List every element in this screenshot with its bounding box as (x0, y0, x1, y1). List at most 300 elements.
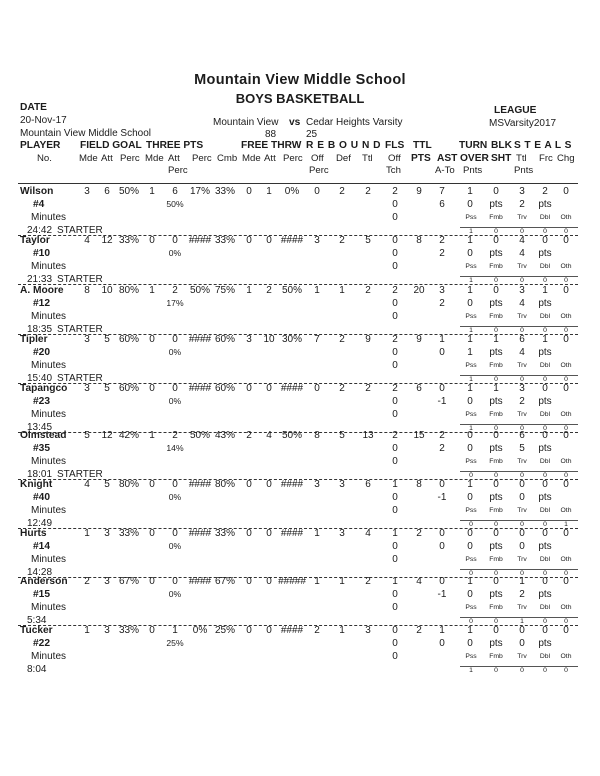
stat-reb-t: 6 (365, 479, 371, 490)
breakdown-value: 0 (564, 376, 568, 383)
stat-tp-a: 1 (172, 625, 178, 636)
player-name: Olmstead (20, 430, 67, 441)
breakdown-label-trv: Trv (517, 313, 527, 320)
stat-tp-a: 0 (172, 383, 178, 394)
away-score: 25 (306, 129, 318, 140)
stat-steal-points: 5 (519, 443, 525, 454)
stat-steal-points: 0 (519, 541, 525, 552)
stat-fls: 2 (392, 285, 398, 296)
breakdown-divider (460, 617, 578, 618)
breakdown-value: 0 (494, 570, 498, 577)
breakdown-label-trv: Trv (517, 604, 527, 611)
breakdown-label-fmb: Fmb (489, 653, 503, 660)
stat-reb-d: 1 (339, 576, 345, 587)
stat-st-c: 0 (563, 235, 569, 246)
stat-ast: 2 (439, 235, 445, 246)
col-assist-to: A-To (435, 165, 455, 176)
breakdown-value: 0 (543, 425, 547, 432)
stat-tp-a: 0 (172, 334, 178, 345)
breakdown-label-dbl: Dbl (539, 263, 551, 270)
pts-label: pts (538, 589, 552, 600)
breakdown-label-pss: Pss (465, 362, 477, 369)
breakdown-value: 0 (564, 425, 568, 432)
breakdown-value: 0 (543, 618, 547, 625)
minutes-label: Minutes (31, 409, 67, 420)
stat-ft-p: #### (280, 528, 304, 539)
breakdown-label-trv: Trv (517, 507, 527, 514)
breakdown-label-dbl: Dbl (539, 507, 551, 514)
stat-assist-to: 2 (439, 298, 445, 309)
stat-tp-p: 0% (192, 625, 208, 636)
stat-fg-p: 33% (118, 625, 139, 636)
stat-tp-m: 0 (149, 383, 155, 394)
breakdown-value: 0 (520, 472, 524, 479)
player-number: #10 (33, 248, 50, 259)
stat-ft-m: 0 (246, 383, 252, 394)
stat-to-points: 0 (467, 638, 473, 649)
breakdown-value: 0 (564, 618, 568, 625)
col-tp-made: Mde (145, 153, 164, 164)
stat-pts: 2 (416, 528, 422, 539)
stat-reb-t: 5 (365, 235, 371, 246)
stat-tp-a: 6 (172, 186, 178, 197)
stat-reb-o: 0 (314, 383, 320, 394)
breakdown-value: 0 (469, 472, 473, 479)
breakdown-label-oth: Oth (560, 507, 572, 514)
stat-fls: 0 (392, 235, 398, 246)
stat-st-c: 0 (563, 430, 569, 441)
col-over-pnts: Pnts (463, 165, 483, 176)
stat-to-points: 0 (467, 298, 473, 309)
stat-st-f: 1 (542, 334, 548, 345)
breakdown-label-dbl: Dbl (539, 214, 551, 221)
stat-fls-extra: 0 (392, 360, 398, 371)
player-number: #40 (33, 492, 50, 503)
breakdown-value: 0 (494, 618, 498, 625)
starter-label: STARTER (57, 373, 103, 384)
breakdown-value: 0 (520, 570, 524, 577)
stat-ft-p: 0% (284, 186, 300, 197)
league-label: LEAGUE (494, 105, 537, 116)
stat-fls: 2 (392, 383, 398, 394)
breakdown-label-dbl: Dbl (539, 556, 551, 563)
minutes-label: Minutes (31, 360, 67, 371)
stat-ast: 0 (439, 528, 445, 539)
stat-tp-att-perc: 17% (166, 298, 184, 308)
stat-fg-p: 33% (118, 235, 139, 246)
breakdown-label-dbl: Dbl (539, 362, 551, 369)
stat-ft-a: 1 (266, 186, 272, 197)
stat-tp-a: 2 (172, 285, 178, 296)
stat-to: 1 (467, 186, 473, 197)
stat-fg-m: 1 (84, 625, 90, 636)
player-number: #23 (33, 396, 50, 407)
player-number: #35 (33, 443, 50, 454)
stat-reb-o: 3 (314, 235, 320, 246)
pts-label: pts (538, 396, 552, 407)
stat-st-f: 0 (542, 383, 548, 394)
stat-fg-m: 4 (84, 235, 90, 246)
breakdown-value: 0 (543, 667, 547, 674)
player-number: #20 (33, 347, 50, 358)
breakdown-label-fmb: Fmb (489, 411, 503, 418)
breakdown-label-fmb: Fmb (489, 604, 503, 611)
breakdown-label-fmb: Fmb (489, 263, 503, 270)
stat-fls-extra: 0 (392, 456, 398, 467)
col-ft-made: Mde (242, 153, 261, 164)
stat-assist-to: 0 (439, 347, 445, 358)
stat-fls-tch: 0 (392, 443, 398, 454)
stat-fg-a: 5 (104, 479, 110, 490)
stat-reb-t: 13 (362, 430, 374, 441)
breakdown-value: 0 (520, 228, 524, 235)
stat-reb-t: 2 (365, 576, 371, 587)
stat-cmb: 60% (214, 383, 235, 394)
stat-steal-points: 2 (519, 199, 525, 210)
stat-reb-d: 2 (339, 383, 345, 394)
pts-label: pts (538, 492, 552, 503)
stat-st-c: 0 (563, 285, 569, 296)
stat-ft-m: 0 (246, 625, 252, 636)
stat-cmb: 60% (214, 334, 235, 345)
breakdown-value: 0 (543, 277, 547, 284)
stat-ft-a: 0 (266, 528, 272, 539)
stat-tp-m: 0 (149, 334, 155, 345)
stat-tp-a: 2 (172, 430, 178, 441)
stat-ft-m: 0 (246, 235, 252, 246)
player-number: #15 (33, 589, 50, 600)
player-name: Knight (20, 479, 53, 490)
pts-label: pts (538, 199, 552, 210)
breakdown-divider (460, 520, 578, 521)
stat-tp-m: 0 (149, 479, 155, 490)
pts-label: pts (538, 298, 552, 309)
stat-reb-d: 3 (339, 479, 345, 490)
stat-reb-o: 3 (314, 479, 320, 490)
breakdown-value: 1 (469, 425, 473, 432)
minutes-label: Minutes (31, 261, 67, 272)
breakdown-value: 0 (564, 327, 568, 334)
stat-to: 1 (467, 625, 473, 636)
breakdown-value: 0 (494, 376, 498, 383)
player-name: Tucker (20, 625, 53, 636)
pts-label: pts (538, 347, 552, 358)
sport-title: BOYS BASKETBALL (235, 91, 365, 106)
stat-ast: 7 (439, 186, 445, 197)
breakdown-label-oth: Oth (560, 214, 572, 221)
col-rebound: R E B O U N D (306, 140, 381, 151)
player-name: Anderson (20, 576, 68, 587)
breakdown-label-trv: Trv (517, 458, 527, 465)
stat-fls-tch: 0 (392, 492, 398, 503)
breakdown-value: 0 (494, 472, 498, 479)
stat-to: 1 (467, 576, 473, 587)
stat-cmb: 33% (214, 528, 235, 539)
minutes-value: 15:40 (27, 373, 53, 384)
stat-fls: 0 (392, 625, 398, 636)
stat-blk: 0 (493, 235, 499, 246)
stat-reb-t: 9 (365, 334, 371, 345)
breakdown-label-oth: Oth (560, 653, 572, 660)
stat-reb-t: 2 (365, 383, 371, 394)
stat-fg-m: 8 (84, 285, 90, 296)
stat-blk: 1 (493, 383, 499, 394)
stat-tp-m: 1 (149, 186, 155, 197)
breakdown-label-pss: Pss (465, 507, 477, 514)
breakdown-value: 0 (520, 667, 524, 674)
stat-cmb: 67% (214, 576, 235, 587)
stat-tp-att-perc: 25% (166, 638, 184, 648)
stat-fg-a: 3 (104, 625, 110, 636)
stat-blk: 0 (493, 186, 499, 197)
breakdown-value: 0 (520, 521, 524, 528)
stat-cmb: 80% (214, 479, 235, 490)
col-free-throw: FREE THRW (241, 140, 302, 151)
stat-tp-p: 17% (189, 186, 210, 197)
stat-assist-to: -1 (437, 396, 447, 407)
minutes-value: 24:42 (27, 225, 53, 236)
stat-fg-a: 5 (104, 383, 110, 394)
stat-fg-p: 80% (118, 285, 139, 296)
stat-ft-m: 1 (246, 285, 252, 296)
stat-blk: 0 (493, 528, 499, 539)
breakdown-label-oth: Oth (560, 362, 572, 369)
col-steals-pnts: Pnts (514, 165, 534, 176)
col-three-pts: THREE PTS (146, 140, 204, 151)
stat-fg-a: 12 (101, 235, 113, 246)
stat-st-f: 0 (542, 528, 548, 539)
stat-fg-m: 2 (84, 576, 90, 587)
away-team: Cedar Heights Varsity (306, 117, 403, 128)
stat-fls-tch: 0 (392, 589, 398, 600)
stat-tp-att-perc: 0% (168, 248, 182, 258)
breakdown-value: 0 (520, 327, 524, 334)
stat-fg-m: 3 (84, 334, 90, 345)
pts-label: pts (538, 248, 552, 259)
player-name: Wilson (20, 186, 54, 197)
pts-label: pts (538, 541, 552, 552)
col-tp-att: Att (168, 153, 180, 164)
stat-assist-to: 0 (439, 638, 445, 649)
stat-fg-m: 5 (84, 430, 90, 441)
player-number: #12 (33, 298, 50, 309)
stat-tp-a: 0 (172, 235, 178, 246)
breakdown-value: 0 (494, 327, 498, 334)
stat-st-t: 3 (519, 285, 525, 296)
breakdown-value: 0 (564, 667, 568, 674)
stat-fls-tch: 0 (392, 248, 398, 259)
stat-assist-to: -1 (437, 492, 447, 503)
minutes-value: 14:28 (27, 567, 53, 578)
minutes-value: 18:01 (27, 469, 53, 480)
stat-fls-tch: 0 (392, 298, 398, 309)
stat-tp-m: 0 (149, 576, 155, 587)
stat-ast: 0 (439, 479, 445, 490)
breakdown-label-fmb: Fmb (489, 507, 503, 514)
stat-to-points: 0 (467, 199, 473, 210)
breakdown-value: 1 (469, 667, 473, 674)
breakdown-value: 0 (543, 472, 547, 479)
stat-fls: 2 (392, 186, 398, 197)
breakdown-value: 0 (494, 425, 498, 432)
pts-label: pts (489, 248, 503, 259)
stat-fls-tch: 0 (392, 347, 398, 358)
stat-ast: 0 (439, 576, 445, 587)
player-name: A. Moore (20, 285, 64, 296)
stat-fg-a: 3 (104, 528, 110, 539)
stat-st-f: 1 (542, 285, 548, 296)
stat-fg-p: 80% (118, 479, 139, 490)
col-steals: S T E A L S (514, 140, 572, 151)
stat-reb-t: 4 (365, 528, 371, 539)
stat-fg-a: 3 (104, 576, 110, 587)
col-over: OVER (460, 153, 489, 164)
breakdown-label-fmb: Fmb (489, 362, 503, 369)
game-location: Mountain View Middle School (20, 128, 152, 139)
stat-ft-p: #### (280, 383, 304, 394)
stat-tp-p: #### (188, 235, 212, 246)
stat-reb-d: 2 (339, 186, 345, 197)
stat-to-points: 0 (467, 541, 473, 552)
minutes-value: 12:49 (27, 518, 53, 529)
starter-label: STARTER (57, 469, 103, 480)
stat-ft-p: 30% (281, 334, 302, 345)
stat-st-t: 4 (519, 235, 525, 246)
stat-tp-att-perc: 14% (166, 443, 184, 453)
stat-st-t: 6 (519, 430, 525, 441)
stat-fls: 1 (392, 479, 398, 490)
stat-st-t: 3 (519, 383, 525, 394)
stat-st-c: 0 (563, 625, 569, 636)
starter-label: STARTER (57, 274, 103, 285)
stat-to-points: 0 (467, 492, 473, 503)
stat-to: 0 (467, 528, 473, 539)
col-tp-att-perc: Perc (168, 165, 188, 176)
stat-ft-a: 10 (263, 334, 275, 345)
stat-ft-p: 50% (281, 285, 302, 296)
stat-ft-m: 0 (246, 528, 252, 539)
stat-to-points: 0 (467, 443, 473, 454)
breakdown-label-dbl: Dbl (539, 313, 551, 320)
stat-tp-att-perc: 0% (168, 541, 182, 551)
col-sht: SHT (491, 153, 512, 164)
starter-label: STARTER (57, 225, 103, 236)
stat-pts: 20 (413, 285, 425, 296)
stat-st-t: 0 (519, 479, 525, 490)
breakdown-label-trv: Trv (517, 411, 527, 418)
player-number: #22 (33, 638, 50, 649)
stat-tp-att-perc: 0% (168, 589, 182, 599)
col-fls-off: Off (388, 153, 401, 164)
breakdown-label-dbl: Dbl (539, 653, 551, 660)
col-ft-perc: Perc (283, 153, 303, 164)
breakdown-label-dbl: Dbl (539, 604, 551, 611)
stat-fls: 1 (392, 528, 398, 539)
breakdown-divider (460, 424, 578, 425)
stat-ft-m: 0 (246, 186, 252, 197)
stat-tp-p: #### (188, 528, 212, 539)
stat-to: 1 (467, 235, 473, 246)
stat-ft-a: 4 (266, 430, 272, 441)
stat-reb-d: 3 (339, 528, 345, 539)
breakdown-label-pss: Pss (465, 556, 477, 563)
stat-to-points: 1 (467, 347, 473, 358)
col-points: PTS (411, 153, 431, 164)
minutes-label: Minutes (31, 505, 67, 516)
stat-blk: 0 (493, 576, 499, 587)
stat-fls-extra: 0 (392, 261, 398, 272)
versus-label: vs (289, 117, 301, 128)
home-team: Mountain View (213, 117, 279, 128)
stat-fg-m: 3 (84, 383, 90, 394)
stat-blk: 0 (493, 479, 499, 490)
pts-label: pts (489, 347, 503, 358)
stat-tp-m: 0 (149, 528, 155, 539)
breakdown-label-pss: Pss (465, 313, 477, 320)
stat-blk: 1 (493, 334, 499, 345)
breakdown-label-pss: Pss (465, 411, 477, 418)
league-name: MSVarsity2017 (489, 118, 557, 129)
stat-ft-a: 0 (266, 625, 272, 636)
stat-reb-d: 1 (339, 285, 345, 296)
breakdown-label-pss: Pss (465, 263, 477, 270)
pts-label: pts (489, 589, 503, 600)
stat-reb-o: 1 (314, 528, 320, 539)
stat-tp-att-perc: 0% (168, 396, 182, 406)
stat-pts: 6 (416, 383, 422, 394)
stat-reb-t: 2 (365, 285, 371, 296)
stat-tp-a: 0 (172, 576, 178, 587)
col-blocks: BLK (491, 140, 512, 151)
breakdown-label-trv: Trv (517, 362, 527, 369)
breakdown-divider (460, 227, 578, 228)
breakdown-label-pss: Pss (465, 214, 477, 221)
stat-steal-points: 4 (519, 248, 525, 259)
stat-tp-p: 50% (189, 430, 210, 441)
stat-ft-m: 0 (246, 479, 252, 490)
breakdown-value: 0 (469, 521, 473, 528)
stat-ft-p: #### (280, 625, 304, 636)
stat-st-f: 0 (542, 235, 548, 246)
stat-reb-d: 2 (339, 334, 345, 345)
breakdown-label-fmb: Fmb (489, 556, 503, 563)
breakdown-label-trv: Trv (517, 263, 527, 270)
stat-to: 0 (467, 430, 473, 441)
breakdown-label-trv: Trv (517, 214, 527, 221)
stat-assist-to: 2 (439, 443, 445, 454)
stat-ft-p: #### (280, 235, 304, 246)
breakdown-divider (460, 471, 578, 472)
breakdown-label-oth: Oth (560, 556, 572, 563)
stat-to: 1 (467, 383, 473, 394)
stat-fg-p: 60% (118, 383, 139, 394)
stat-reb-o: 0 (314, 186, 320, 197)
breakdown-value: 0 (494, 228, 498, 235)
stat-ft-m: 2 (246, 430, 252, 441)
stat-fg-p: 60% (118, 334, 139, 345)
breakdown-label-dbl: Dbl (539, 411, 551, 418)
stat-fls-tch: 0 (392, 638, 398, 649)
breakdown-label-trv: Trv (517, 556, 527, 563)
minutes-label: Minutes (31, 554, 67, 565)
col-fg-perc: Perc (120, 153, 140, 164)
minutes-label: Minutes (31, 212, 67, 223)
stat-fg-m: 3 (84, 186, 90, 197)
col-reb-def: Def (336, 153, 351, 164)
stat-reb-t: 3 (365, 625, 371, 636)
stat-steal-points: 0 (519, 638, 525, 649)
col-fg-made: Mde (79, 153, 98, 164)
